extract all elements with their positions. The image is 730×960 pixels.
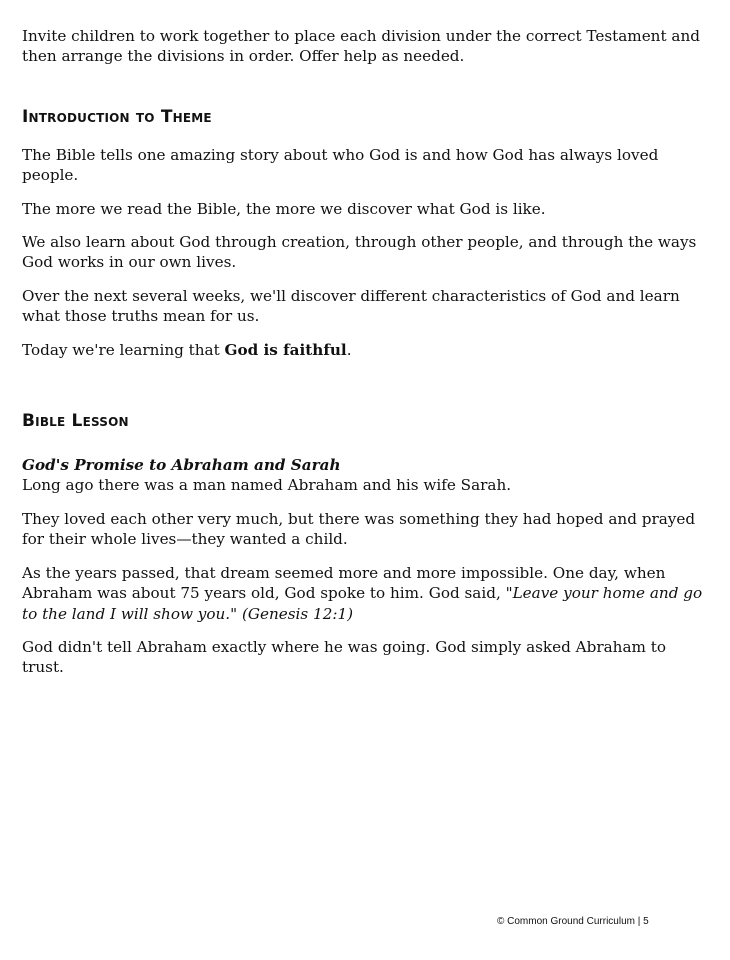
lesson-final-paragraph: God didn't tell Abraham exactly where he was going. God simply asked Abraham to trust. <box>22 637 666 677</box>
page-footer <box>497 915 649 929</box>
quote-close: " <box>230 604 242 623</box>
lesson-quote-paragraph <box>22 563 706 624</box>
scripture-reference: (Genesis 12:1) <box>241 604 354 623</box>
theme-statement-prefix: Today we're learning that <box>22 340 225 359</box>
lesson-paragraph-2: They loved each other very much, but there was something they had hoped and prayed for their whole lives—they wanted a child. <box>22 509 696 549</box>
theme-statement-suffix: . <box>346 340 352 359</box>
document-page <box>22 26 706 691</box>
bible-lesson-heading: Bible Lesson <box>22 411 129 432</box>
theme-statement <box>22 340 706 360</box>
intro-paragraph-2: The more we read the Bible, the more we discover what God is like. <box>22 199 546 218</box>
page-number: 5 <box>643 916 649 927</box>
intro-paragraph-1: The Bible tells one amazing story about who God is and how God has always loved people. <box>22 145 659 185</box>
story-title: God's Promise to Abraham and Sarah <box>22 456 341 475</box>
quote-text: Leave your home and go to the land I will show you. <box>22 584 703 623</box>
lesson-paragraph-1: Long ago there was a man named Abraham and his wife Sarah. <box>22 476 512 495</box>
intro-paragraph-4: Over the next several weeks, we'll discover different characteristics of God and learn what those truths mean for us. <box>22 286 680 326</box>
intro-paragraph: Invite children to work together to place each division under the correct Testament and then arrange the divisions in order. Offer help as needed. <box>22 27 700 66</box>
footer-separator: | <box>634 916 644 927</box>
quote-intro: As the years passed, that dream seemed more and more impossible. One day, when Abraham was about 75 years old, God spoke to him. God said, " <box>22 563 666 603</box>
introduction-heading: Introduction to Theme <box>22 106 212 127</box>
footer-copyright: © Common Ground Curriculum <box>497 916 635 927</box>
intro-paragraph-3: We also learn about God through creation, through other people, and through the ways God works in our own lives. <box>22 233 697 272</box>
theme-statement-emphasis: God is faithful <box>224 340 347 359</box>
